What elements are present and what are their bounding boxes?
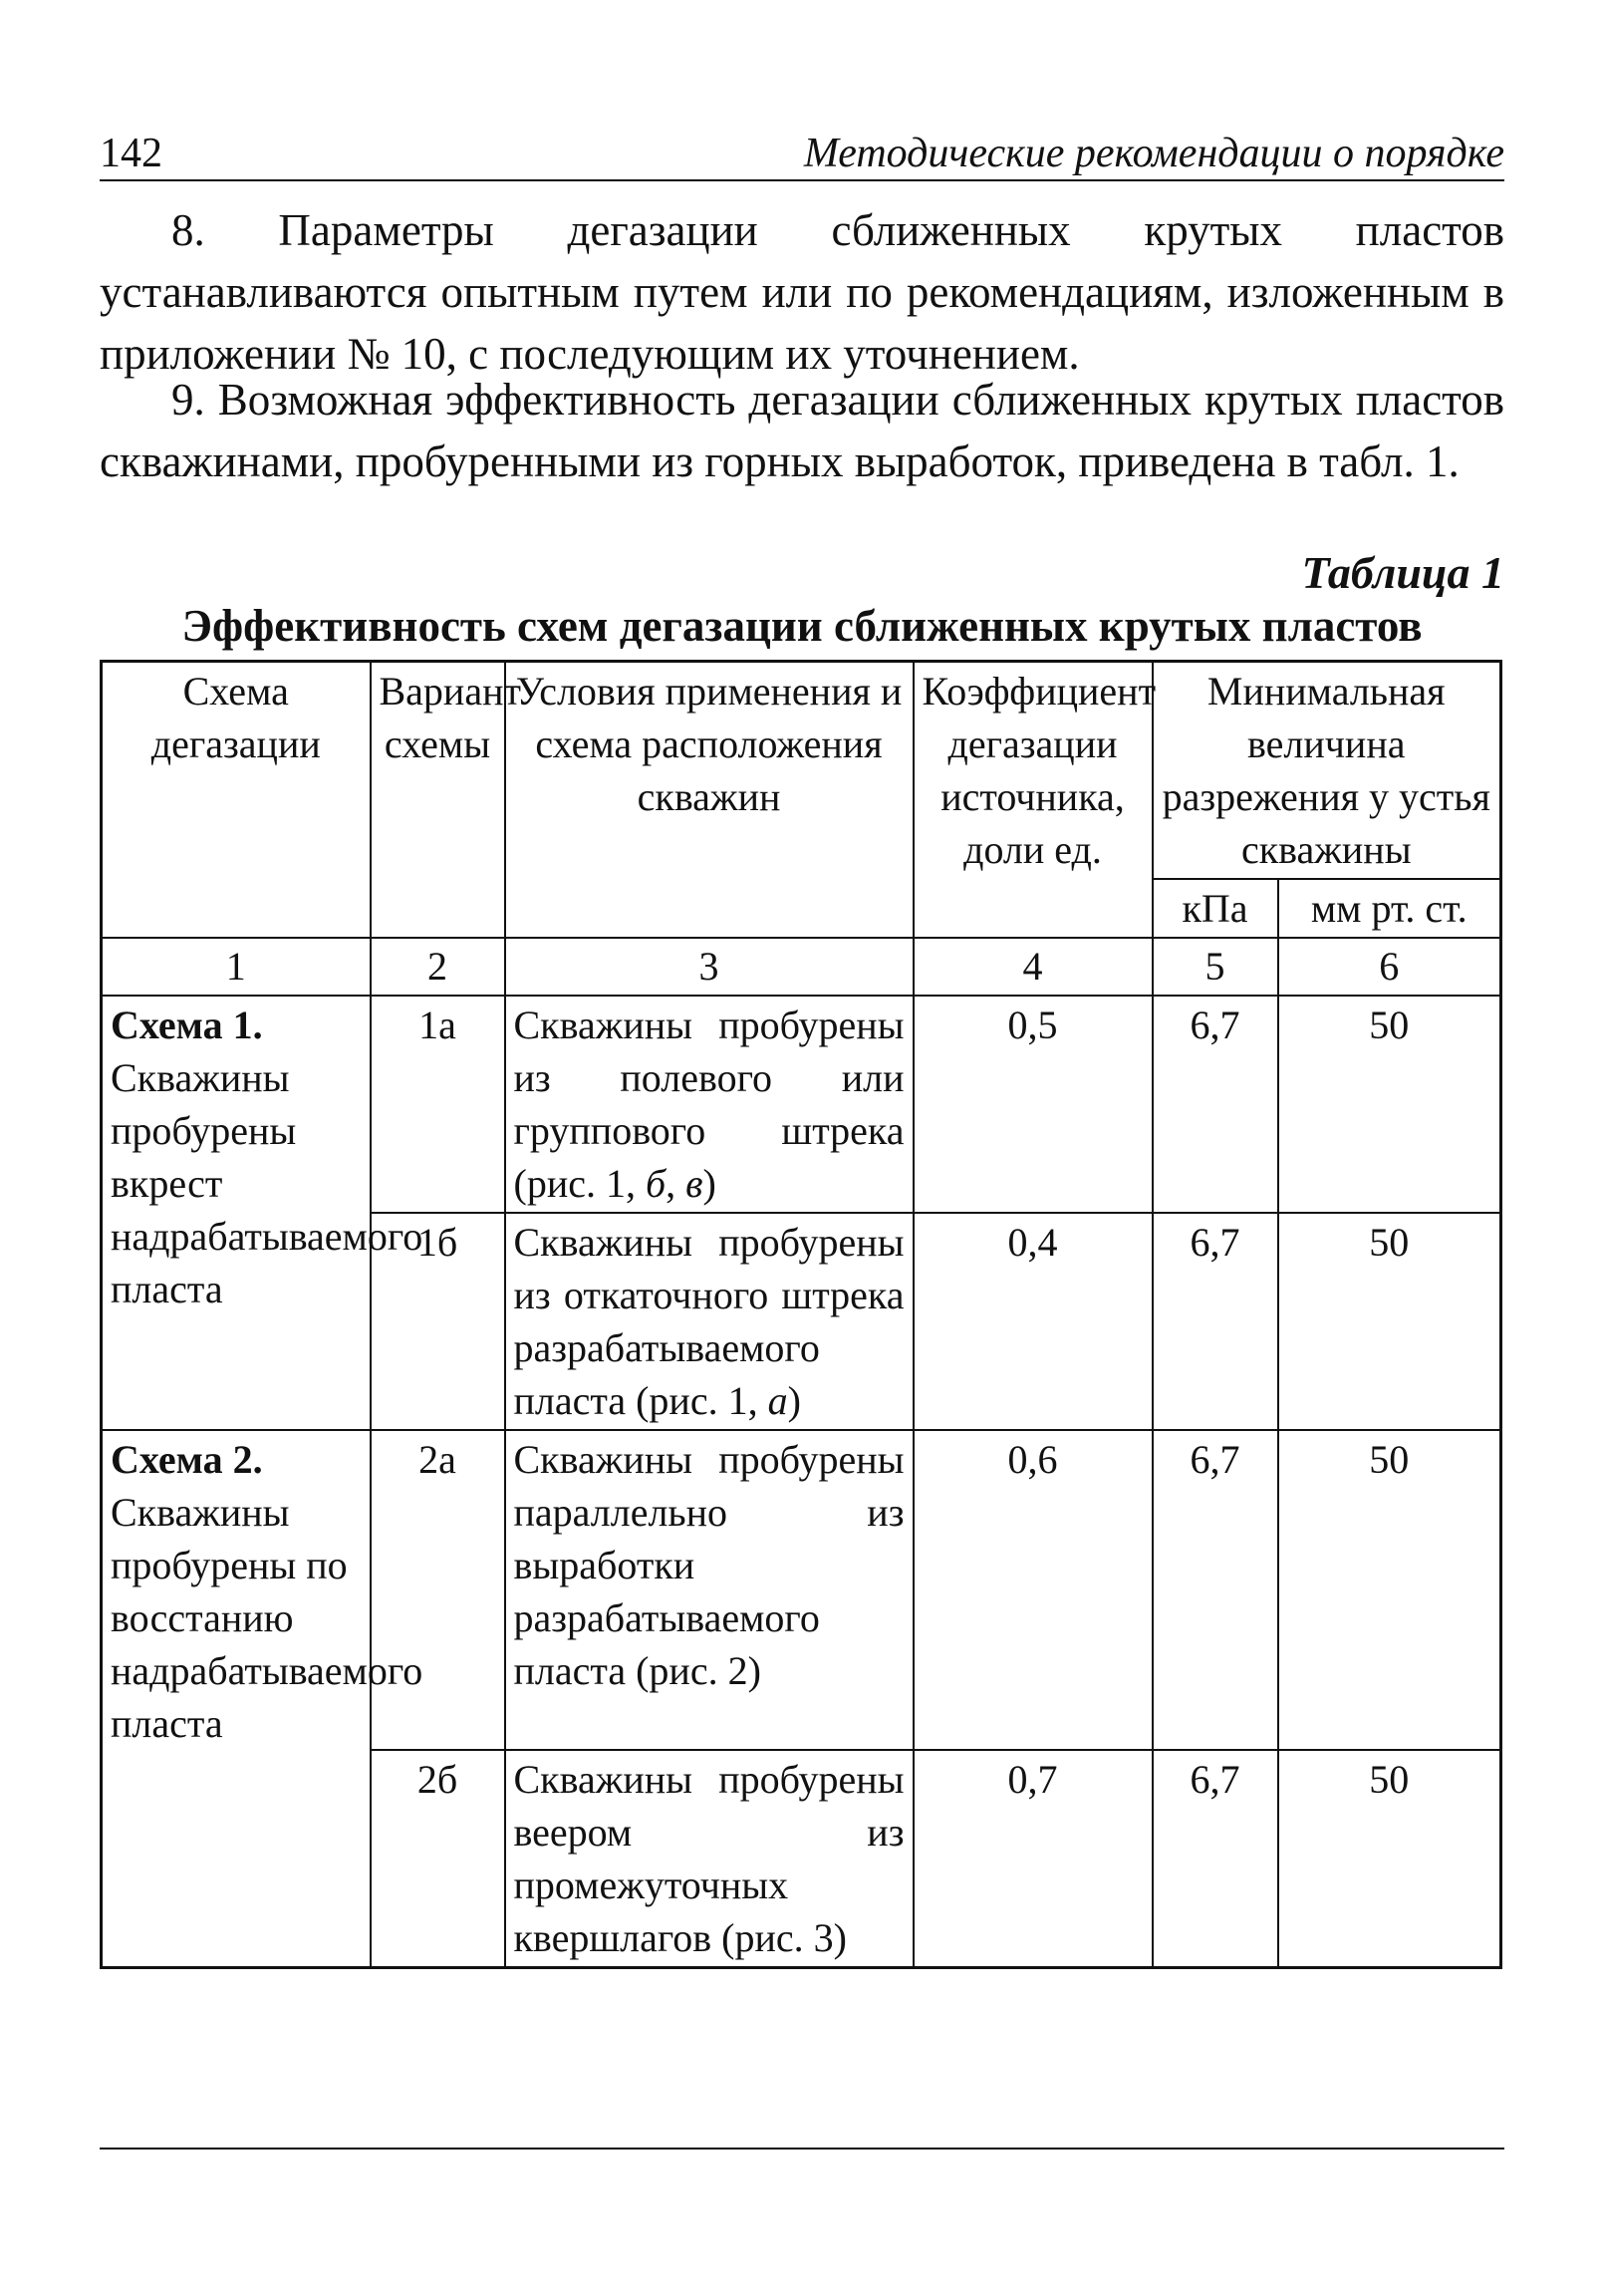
scheme-cell	[102, 1430, 423, 1968]
condition-cell: Скважины пробурены веером из промежуточных квершлагов (рис. 3)	[505, 1750, 914, 1968]
scheme-description: Скважины пробурены вкрест надрабатываемого пласта	[111, 1055, 423, 1311]
footer-rule	[100, 2148, 1504, 2150]
mmhg-cell: 50	[1278, 996, 1501, 1213]
running-head	[100, 122, 1504, 181]
condition-cell: Скважины пробурены параллельно из выработки разрабатываемого пласта (рис. 2)	[505, 1430, 914, 1750]
mmhg-cell: 50	[1278, 1430, 1501, 1750]
condition-text: Скважины пробурены из полевого или группового штрека (рис. 1,	[513, 1003, 905, 1206]
condition-cell	[505, 1213, 914, 1430]
column-number-row	[102, 938, 1501, 996]
condition-sep: ,	[666, 1161, 686, 1206]
condition-text: Скважины пробурены из откаточного штрека разрабатываемого пласта (рис. 1,	[513, 1220, 905, 1423]
coefficient-cell: 0,6	[914, 1430, 1153, 1750]
header-mmhg: мм рт. ст.	[1278, 879, 1501, 938]
variant-cell: 2б	[371, 1750, 505, 1968]
kpa-cell: 6,7	[1153, 996, 1278, 1213]
column-number: 4	[914, 938, 1153, 996]
column-number: 2	[371, 938, 505, 996]
scheme-description: Скважины пробурены по восстанию надрабатываемого пласта	[111, 1490, 423, 1746]
condition-cell	[505, 996, 914, 1213]
condition-close: )	[702, 1161, 716, 1206]
column-number: 6	[1278, 938, 1501, 996]
figure-ref: а	[767, 1378, 788, 1423]
figure-ref: в	[685, 1161, 703, 1206]
figure-ref: б	[645, 1161, 667, 1206]
condition-close: )	[787, 1378, 801, 1423]
degassing-efficiency-table	[100, 660, 1502, 1969]
column-number: 3	[505, 938, 914, 996]
coefficient-cell: 0,7	[914, 1750, 1153, 1968]
coefficient-cell: 0,5	[914, 996, 1153, 1213]
variant-cell: 1б	[371, 1213, 505, 1430]
paragraph-9: 9. Возможная эффективность дегазации сближенных крутых пластов скважинами, пробуренными из горных выработок, приведена в табл. 1.	[100, 375, 1504, 486]
table-caption: Эффективность схем дегазации сближенных крутых пластов	[181, 601, 1423, 651]
table-label: Таблица 1	[1301, 547, 1504, 598]
mmhg-cell: 50	[1278, 1213, 1501, 1430]
variant-cell: 1а	[371, 996, 505, 1213]
column-number: 1	[102, 938, 371, 996]
column-number: 5	[1153, 938, 1278, 996]
table-row	[102, 996, 1501, 1213]
scheme-name: Схема 1.	[111, 1003, 263, 1047]
header-kpa: кПа	[1153, 879, 1278, 938]
header-row	[102, 662, 1501, 880]
kpa-cell: 6,7	[1153, 1750, 1278, 1968]
header-conditions: Условия применения и схема расположения скважин	[505, 662, 914, 939]
scheme-name: Схема 2.	[111, 1437, 263, 1482]
kpa-cell: 6,7	[1153, 1213, 1278, 1430]
header-coefficient: Коэффициент дегазации источника, доли ед.	[914, 662, 1153, 939]
mmhg-cell: 50	[1278, 1750, 1501, 1968]
header-variant: Вариант схемы	[371, 662, 505, 939]
coefficient-cell: 0,4	[914, 1213, 1153, 1430]
scheme-cell	[102, 996, 423, 1430]
page-number: 142	[100, 131, 162, 176]
paragraph-8: 8. Параметры дегазации сближенных крутых пластов устанавливаются опытным путем или по рекомендациям, изложенным в приложении № 10, с последующим их уточнением.	[100, 205, 1504, 379]
kpa-cell: 6,7	[1153, 1430, 1278, 1750]
variant-cell: 2а	[371, 1430, 505, 1750]
running-title: Методические рекомендации о порядке	[803, 131, 1504, 176]
table-row	[102, 1430, 1501, 1750]
header-min-vacuum: Минимальная величина разрежения у устья скважины	[1153, 662, 1501, 880]
header-scheme: Схема дегазации	[102, 662, 371, 939]
